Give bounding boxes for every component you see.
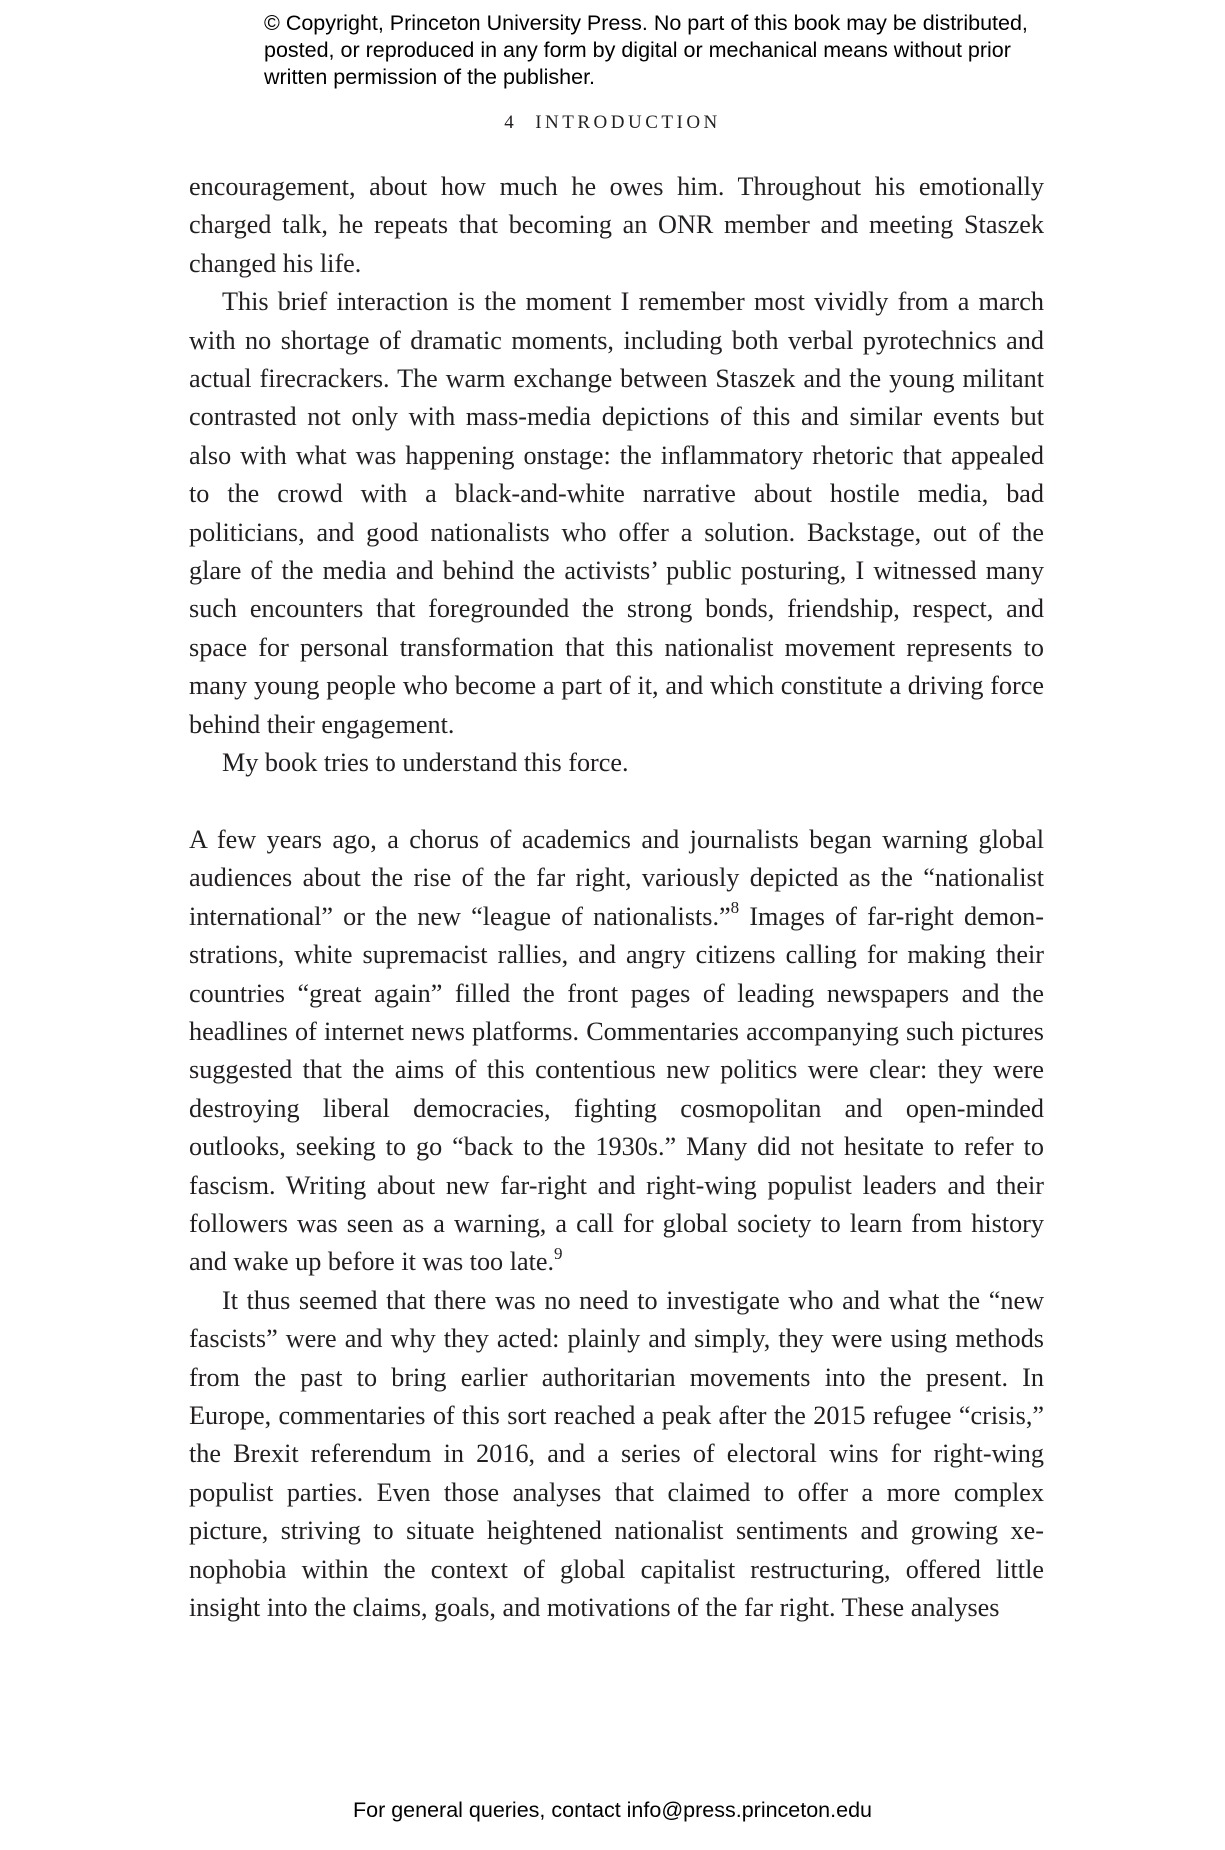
running-title: INTRODUCTION xyxy=(535,112,721,133)
paragraph xyxy=(189,821,1044,1282)
footnote-marker: 9 xyxy=(554,1243,563,1263)
copyright-notice: © Copyright, Princeton University Press. No part of this book may be distributed, posted, or reproduced in any form by digital or mechanical means without prior written permission of the publisher. xyxy=(264,11,1028,89)
paragraph: My book tries to understand this force. xyxy=(222,748,629,778)
footnote-marker: 8 xyxy=(730,897,740,917)
paragraph-text: Images of far-right demonstrations, white supremacist rallies, and angry citizens calling for making their countries “great again” filled the front pages of leading newspapers and the headlines of internet news platforms. Commentaries accompanying such pictures suggested that the aims of this contentious new politics were clear: they were destroying liberal democracies, fighting cosmopolitan and open-minded outlooks, seeking to go “back to the 1930s.” Many did not hesitate to refer to fascism. Writing about new far-right and right-wing populist leaders and their followers was seen as a warning, a call for global society to learn from history and wake up before it was too late. xyxy=(189,901,1044,1277)
paragraph: encouragement, about how much he owes him. Throughout his emotionally charged talk, he repeats that becoming an ONR member and meeting Staszek changed his life. xyxy=(189,172,1044,278)
running-head xyxy=(0,112,1225,134)
paragraph: It thus seemed that there was no need to investigate who and what the “new fascists” were and why they acted: plainly and simply, they were using methods from the past to bring earlier authoritarian movements into the present. In Europe, commentaries of this sort reached a peak after the 2015 refugee “crisis,” the Brexit referendum in 2016, and a series of electoral wins for right-wing populist parties. Even those analyses that claimed to offer a more complex picture, striving to situate heightened nationalist sentiments and growing xenophobia within the context of global capitalist restructuring, offered little insight into the claims, goals, and motivations of the far right. These analyses xyxy=(189,1285,1044,1623)
paragraph: This brief interaction is the moment I remember most vividly from a march with no shortage of dramatic moments, including both verbal pyrotechnics and actual firecrackers. The warm exchange between Staszek and the young militant contrasted not only with mass-media depictions of this and similar events but also with what was happening onstage: the inflammatory rhetoric that appealed to the crowd with a black-and-white narrative about hostile media, bad politicians, and good nationalists who offer a solution. Backstage, out of the glare of the media and behind the activists’ public posturing, I witnessed many such encounters that foregrounded the strong bonds, friendship, respect, and space for personal transformation that this nationalist movement represents to many young people who become a part of it, and which constitute a driving force behind their engagement. xyxy=(189,287,1044,739)
paragraph-text: A few years ago, a chorus of academics and journalists began warning global audiences about the rise of the far right, variously depicted as the “nationalist international” or the new “league of nationalists.” xyxy=(189,824,1044,931)
body-text xyxy=(189,168,1044,1627)
page-number: 4 xyxy=(504,112,518,133)
contact-footer: For general queries, contact info@press.princeton.edu xyxy=(352,1798,872,1822)
